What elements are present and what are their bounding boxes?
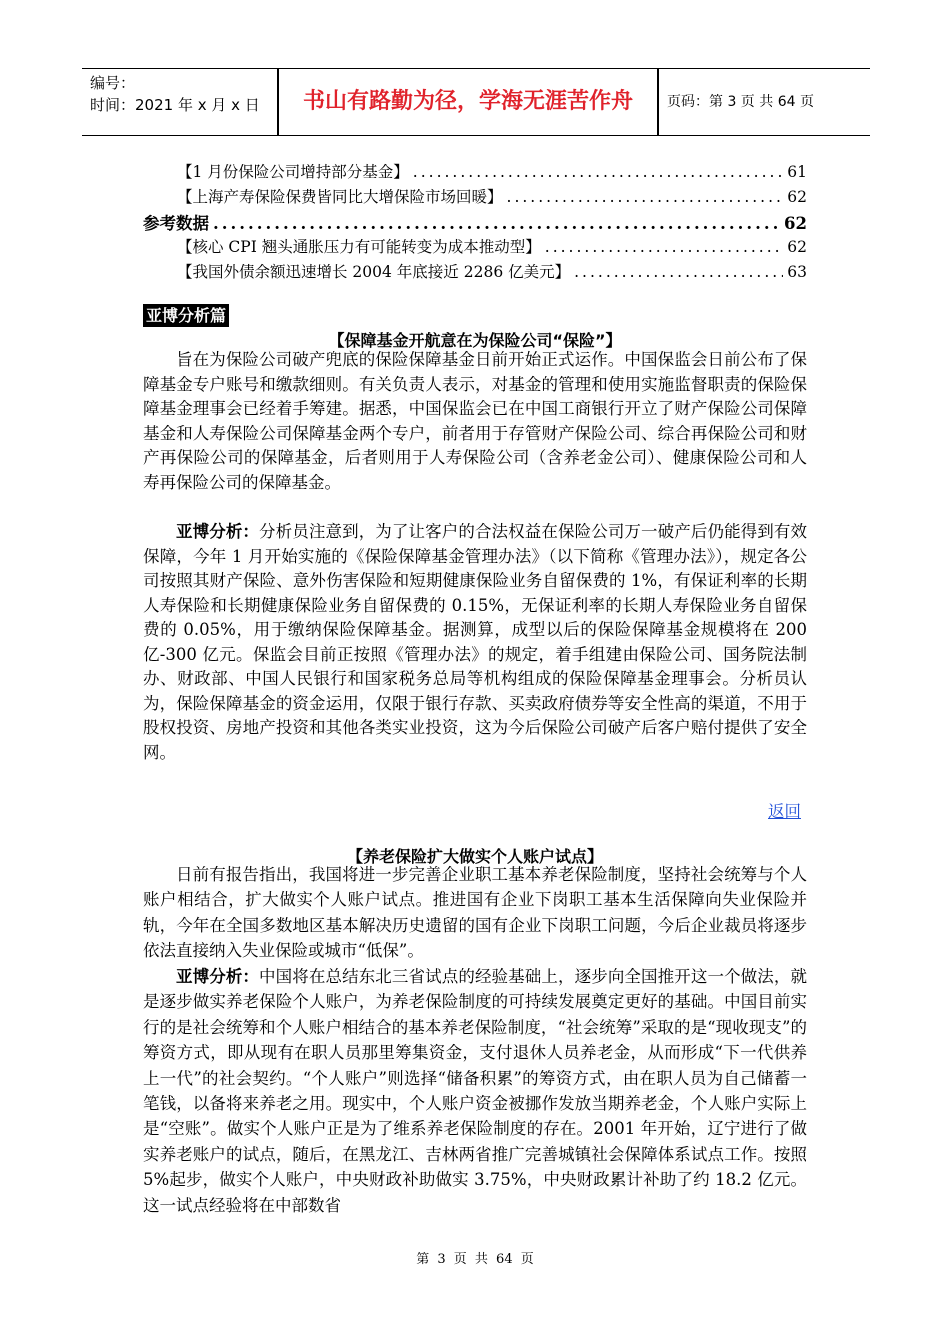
toc-leader-dots — [574, 263, 783, 281]
article-title: 【保障基金开航意在为保险公司“保险”】 — [328, 331, 622, 350]
header-page-info: 页码：第 3 页 共 64 页 — [667, 94, 814, 110]
toc-leader-dots — [545, 238, 783, 256]
back-link[interactable]: 返回 — [768, 802, 801, 821]
toc-leader-dots — [213, 214, 780, 233]
toc-entry-title: 【1 月份保险公司增持部分基金】 — [177, 163, 409, 181]
table-of-contents — [143, 160, 807, 285]
header-motto: 书山有路勤为径，学海无涯苦作舟 — [302, 89, 633, 114]
analysis-lead: 亚博分析： — [176, 522, 260, 541]
toc-entry[interactable] — [143, 210, 807, 235]
analysis-text: 分析员注意到，为了让客户的合法权益在保险公司万一破产后仍能得到有效保障，今年 1 月开始实施的《保险保障基金管理办法》（以下简称《管理办法》），规定各公司按照其财产保险、意外伤害保险和短期健康保险业务自留保费的 1%，有保证利率的长期人寿保险和长期健康保险业务自留保费的 0.15%，无保证利率的长期人寿保险业务自留保费的 0.05%，用于缴纳保险保障基金。据测算，成型以后的保险保障基金规模将在 200 亿-300 亿元。保监会目前正按照《管理办法》的规定，着手组建由保险公司、国务院法制办、财政部、中国人民银行和国家税务总局等机构组成的保险保障基金理事会。分析员认为，保险保障基金的资金运用，仅限于银行存款、买卖政府债券等安全性高的渠道，不用于股权投资、房地产投资和其他各类实业投资，这为今后保险公司破产后客户赔付提供了安全网。 — [143, 522, 808, 762]
toc-entry-page: 62 — [787, 188, 807, 206]
toc-entry-title: 【核心 CPI 翘头通胀压力有可能转变为成本推动型】 — [177, 238, 541, 256]
toc-leader-dots — [507, 188, 784, 206]
toc-entry-page: 62 — [787, 238, 807, 256]
analysis-text: 中国将在总结东北三省试点的经验基础上，逐步向全国推开这一个做法，就是逐步做实养老保险个人账户，为养老保险制度的可持续发展奠定更好的基础。中国目前实行的是社会统筹和个人账户相结合的基本养老保险制度，“社会统筹”采取的是“现收现支”的筹资方式，即从现有在职人员那里筹集资金，支付退休人员养老金，从而形成“下一代供养上一代”的社会契约。“个人账户”则选择“储备积累”的筹资方式，由在职人员为自己储蓄一笔钱，以备将来养老之用。现实中，个人账户资金被挪作发放当期养老金，个人账户实际上是“空账”。做实个人账户正是为了维系养老保险制度的存在。2001 年开始，辽宁进行了做实养老账户的试点，随后，在黑龙江、吉林两省推广完善城镇社会保障体系试点工作。按照 5%起步，做实个人账户，中央财政补助做实 3.75%，中央财政累计补助了约 18.2 亿元。这一试点经验将在中部数省 — [143, 967, 808, 1215]
page-header — [82, 68, 870, 136]
header-time-label: 时间：2021 年 x 月 x 日 — [90, 96, 260, 114]
toc-entry[interactable] — [143, 185, 807, 210]
header-meta — [90, 72, 260, 116]
toc-entry-page: 63 — [787, 263, 807, 281]
toc-entry-title: 参考数据 — [143, 214, 209, 233]
toc-entry[interactable] — [143, 235, 807, 260]
section-label: 亚博分析篇 — [143, 304, 229, 327]
toc-entry[interactable] — [143, 260, 807, 285]
analysis-lead: 亚博分析： — [176, 967, 260, 986]
toc-entry-page: 62 — [784, 214, 807, 233]
toc-entry-title: 【上海产寿保险保费皆同比大增保险市场回暖】 — [177, 188, 503, 206]
header-number-label: 编号： — [90, 74, 136, 92]
header-divider — [657, 69, 659, 135]
article-paragraph: 旨在为保险公司破产兜底的保险保障基金日前开始正式运作。中国保监会日前公布了保障基金专户账号和缴款细则。有关负责人表示，对基金的管理和使用实施监督职责的保险保障基金理事会已经着手筹建。据悉，中国保监会已在中国工商银行开立了财产保险公司保障基金和人寿保险公司保障基金两个专户，前者用于存管财产保险公司、综合再保险公司和财产再保险公司的保障基金，后者则用于人寿保险公司（含养老金公司）、健康保险公司和人寿再保险公司的保障基金。 — [143, 350, 807, 492]
toc-leader-dots — [413, 163, 783, 181]
article-paragraph: 日前有报告指出，我国将进一步完善企业职工基本养老保险制度，坚持社会统筹与个人账户相结合，扩大做实个人账户试点。推进国有企业下岗职工基本生活保障向失业保险并轨，今年在全国多数地区基本解决历史遗留的国有企业下岗职工问题，今后企业裁员将逐步依法直接纳入失业保险或城市“低保”。 — [143, 865, 807, 961]
article-title: 【养老保险扩大做实个人账户试点】 — [346, 847, 603, 866]
analysis-paragraph — [143, 520, 807, 765]
page-footer: 第 3 页 共 64 页 — [416, 1252, 534, 1267]
toc-entry-title: 【我国外债余额迅速增长 2004 年底接近 2286 亿美元】 — [177, 263, 571, 281]
toc-entry-page: 61 — [787, 163, 807, 181]
toc-entry[interactable] — [143, 160, 807, 185]
analysis-paragraph — [143, 964, 807, 1218]
